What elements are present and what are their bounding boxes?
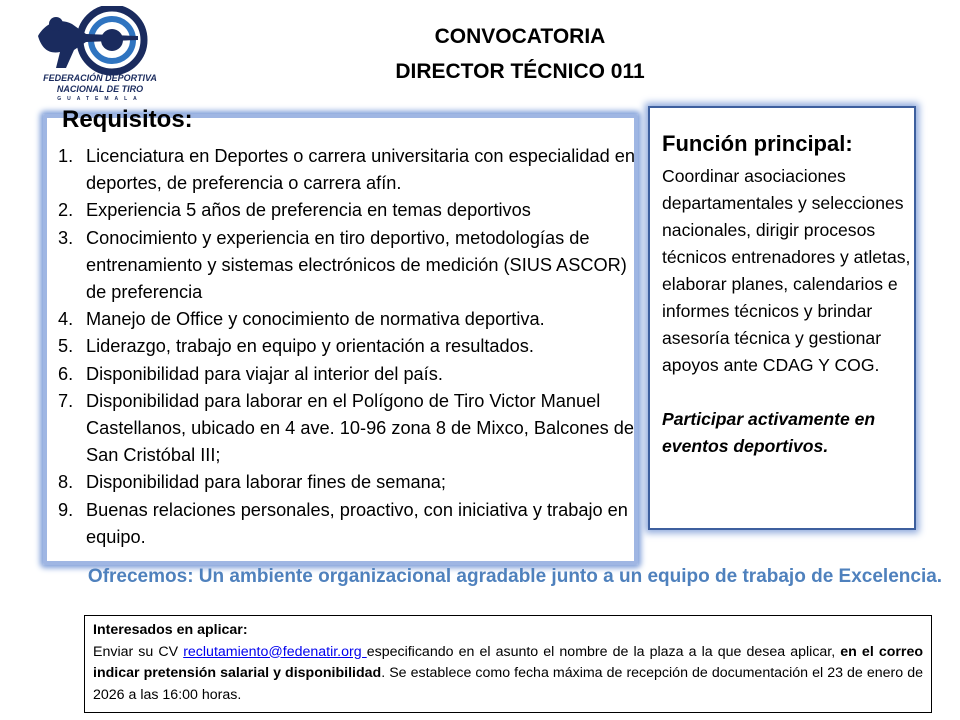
requirement-number: 7. <box>58 390 74 411</box>
function-description: Coordinar asociaciones departamentales y selecciones nacionales, dirigir procesos técnicos entrenadores y atletas, elaborar planes, calendarios e informes técnicos y brindar asesoría técnica y gestionar apoyos ante CDAG Y COG. <box>662 166 911 375</box>
logo-text-line2: NACIONAL DE TIRO <box>56 84 144 94</box>
requirement-item <box>56 388 641 470</box>
requirement-text: Conocimiento y experiencia en tiro deportivo, metodologías de entrenamiento y sistemas electrónicos de medición (SIUS ASCOR) de preferencia <box>86 227 627 303</box>
apply-box <box>84 615 932 713</box>
requirement-item <box>56 333 641 360</box>
requirement-text: Disponibilidad para laborar en el Polígono de Tiro Victor Manuel Castellanos, ubicado en 4 ave. 10-96 zona 8 de Mixco, Balcones de San Cristóbal III; <box>86 390 634 466</box>
requirement-number: 6. <box>58 363 74 384</box>
apply-text-middle: especificando en el asunto el nombre de la plaza a la que desea aplicar, <box>366 643 841 660</box>
requirement-number: 1. <box>58 146 74 166</box>
requirements-list <box>56 143 641 551</box>
apply-text-bold: en el correo indicar pretensión salarial y disponibilidad <box>93 643 924 681</box>
requirement-number: 2. <box>58 200 74 221</box>
function-body <box>662 163 912 460</box>
email-link[interactable]: reclutamiento@fedenatir.org <box>183 643 367 660</box>
requirement-item <box>56 197 641 224</box>
requirement-text: Disponibilidad para viajar al interior del país. <box>86 363 443 384</box>
requirement-item <box>56 469 641 496</box>
logo-text-line1: FEDERACIÓN DEPORTIVA <box>43 73 157 83</box>
requirement-item <box>56 306 641 333</box>
requirement-text: Manejo de Office y conocimiento de normativa deportiva. <box>86 309 545 330</box>
requirement-item <box>56 361 641 388</box>
page-title: CONVOCATORIA <box>434 25 606 48</box>
shooter-target-logo-icon <box>26 6 174 76</box>
offer-text: Ofrecemos: Un ambiente organizacional agradable junto a un equipo de trabajo de Excelencia. <box>87 566 943 587</box>
page-subtitle: DIRECTOR TÉCNICO 011 <box>395 60 645 83</box>
apply-text-start: Enviar su CV <box>93 643 184 660</box>
function-extra: Participar activamente en eventos deportivos. <box>662 409 876 456</box>
requirement-text: Buenas relaciones personales, proactivo, con iniciativa y trabajo en equipo. <box>86 499 628 547</box>
apply-text-end: . Se establece como fecha máxima de recepción de documentación el 23 de enero de 2026 a las 16:00 horas. <box>93 665 923 703</box>
requirement-item <box>56 225 641 307</box>
requirement-number: 9. <box>58 499 74 520</box>
function-heading: Función principal: <box>662 131 853 156</box>
federation-logo <box>26 6 174 104</box>
requirements-heading: Requisitos: <box>62 106 193 133</box>
requirement-text: Experiencia 5 años de preferencia en temas deportivos <box>86 200 531 221</box>
requirement-text: Liderazgo, trabajo en equipo y orientación a resultados. <box>86 336 534 357</box>
logo-text-line3: GUATEMALA <box>57 96 143 102</box>
apply-text <box>93 642 923 707</box>
apply-heading: Interesados en aplicar: <box>93 622 248 638</box>
requirement-item <box>56 143 641 197</box>
requirement-text: Disponibilidad para laborar fines de semana; <box>86 472 446 493</box>
requirement-item <box>56 497 641 551</box>
requirement-number: 3. <box>58 227 74 248</box>
requirement-number: 4. <box>58 309 74 330</box>
requirement-number: 8. <box>58 472 74 493</box>
requirement-number: 5. <box>58 336 74 357</box>
requirement-text: Licenciatura en Deportes o carrera universitaria con especialidad en deportes, de preferencia o carrera afín. <box>86 146 635 194</box>
